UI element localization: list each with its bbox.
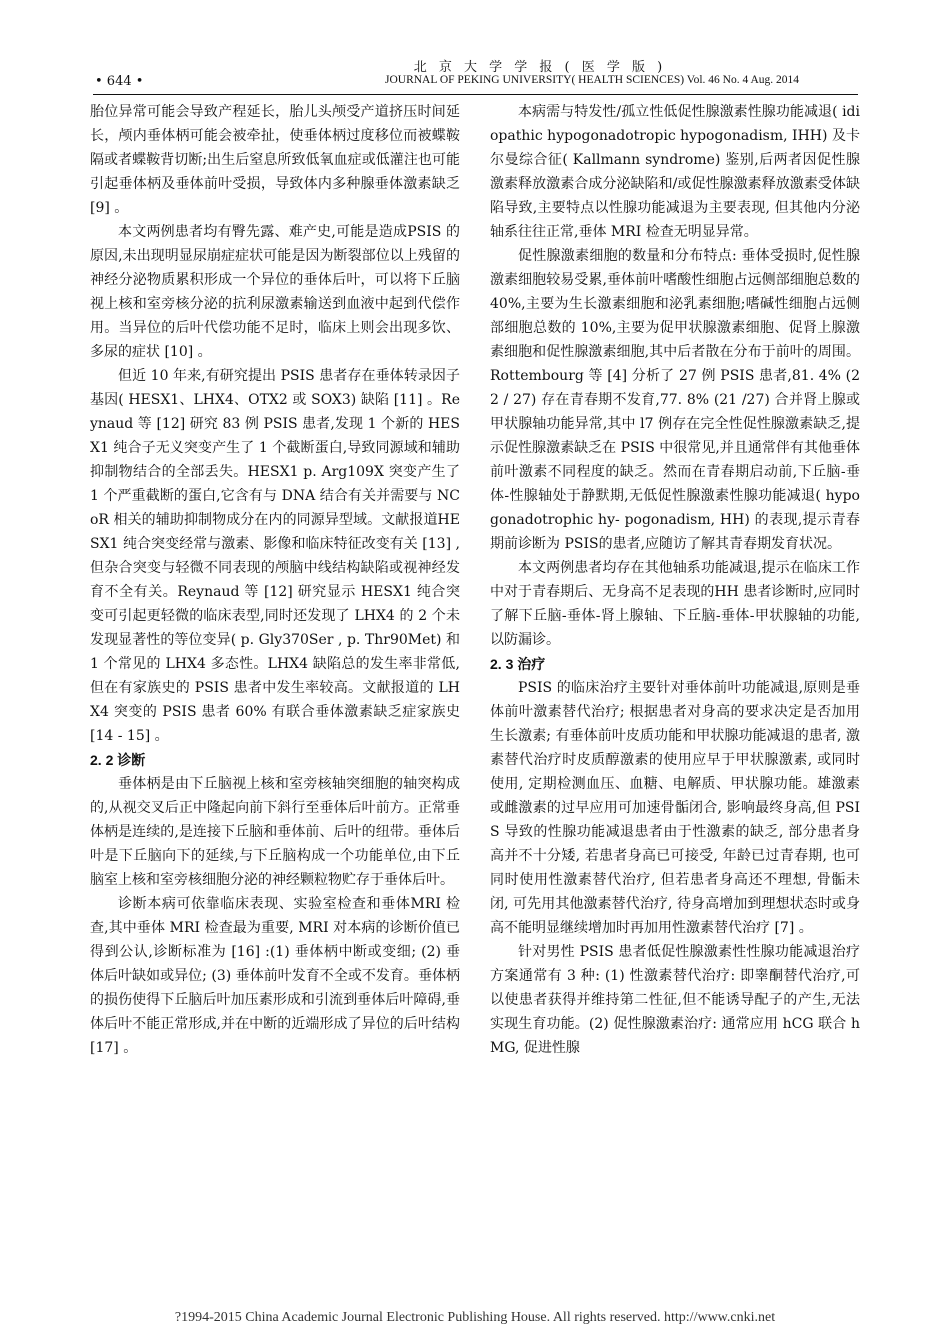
paragraph: 但近 10 年来,有研究提出 PSIS 患者存在垂体转录因子基因( HESX1、LHX4、OTX2 或 SOX3) 缺陷 [11] 。Reynaud 等 [12] 研究 83 例 PSIS 患者,发现 1 个新的 HESX1 纯合子无义突变产生了 1 个截断蛋白,导致同源域和辅助抑制物结合的全部丢失。HESX1 p. Arg109X 突变产生了 1 个严重截断的蛋白,它含有与 DNA 结合有关并需要与 NCoR 相关的辅助抑制物成分在内的同源异型域。文献报道HESX1 纯合突变经常与激素、影像和临床特征改变有关 [13] ,但杂合突变与轻微不同表现的颅脑中线结构缺陷或视神经发育不全有关。Reynaud 等 [12] 研究显示 HESX1 纯合突变可引起更轻微的临床表型,同时还发现了 LHX4 的 2 个未发现显著性的等位变异( p. Gly370Ser , p. Thr90Met) 和 1 个常见的 LHX4 多态性。LHX4 缺陷总的发生率非常低,但在有家族史的 PSIS 患者中发生率较高。文献报道的 LHX4 突变的 PSIS 患者 60% 有联合垂体激素缺乏症家族史 [14 - 15] 。 [90, 368, 460, 744]
copyright-footer: ?1994-2015 China Academic Journal Electronic Publishing House. All rights reserved. http://www.cnki.net [174, 1310, 776, 1325]
page-header [0, 0, 950, 100]
paragraph: 促性腺激素细胞的数量和分布特点: 垂体受损时,促性腺激素细胞较易受累,垂体前叶嗜酸性细胞占远侧部细胞总数的 40%,主要为生长激素细胞和泌乳素细胞;嗜碱性细胞占远侧部细胞总数的 10%,主要为促甲状腺激素细胞、促肾上腺激素细胞和促性腺激素细胞,其中后者散在分布于前叶的周围。Rottembourg 等 [4] 分析了 27 例 PSIS 患者,81. 4% (22 / 27) 存在青春期不发育,77. 8% (21 /27) 合并肾上腺或甲状腺轴功能异常,其中 l7 例存在完全性促性腺激素缺乏,提示促性腺激素缺乏在 PSIS 中很常见,并且通常伴有其他垂体前叶激素不同程度的缺乏。然而在青春期启动前,下丘脑-垂体-性腺轴处于静默期,无低促性腺激素性腺功能减退( hypogonadotrophic hy- pogonadism, HH) 的表现,提示青春期前诊断为 PSIS的患者,应随访了解其青春期发育状况。 [490, 248, 860, 552]
paragraph: 本病需与特发性/孤立性低促性腺激素性腺功能减退( idiopathic hypogonadotropic hypogonadism, IHH) 及卡尔曼综合征( Kallmann syndrome) 鉴别,后两者因促性腺激素释放激素合成分泌缺陷和/或促性腺激素释放激素受体缺陷导致,主要特点以性腺功能减退为主要表现, 但其他内分泌轴系往往正常,垂体 MRI 检查无明显异常。 [490, 104, 860, 240]
paragraph: 针对男性 PSIS 患者低促性腺激素性性腺功能减退治疗方案通常有 3 种: (1) 性激素替代治疗: 即睾酮替代治疗,可以使患者获得并维持第二性征,但不能诱导配子的产生,无法实现生育功能。(2) 促性腺激素治疗: 通常应用 hCG 联合 hMG, 促进性腺 [490, 944, 860, 1056]
journal-title-en: JOURNAL OF PEKING UNIVERSITY( HEALTH SCIENCES) Vol. 46 No. 4 Aug. 2014 [385, 74, 800, 86]
page-number: • 644 • [95, 74, 144, 89]
right-column [490, 100, 860, 1060]
paragraph: PSIS 的临床治疗主要针对垂体前叶功能减退,原则是垂体前叶激素替代治疗; 根据患者对身高的要求决定是否加用生长激素; 有垂体前叶皮质功能和甲状腺功能减退的患者, 激素替代治疗时皮质醇激素的使用应早于甲状腺激素, 或同时使用, 定期检测血压、血糖、电解质、甲状腺功能。雄激素或雌激素的过早应用可加速骨骺闭合, 影响最终身高,但 PSIS 导致的性腺功能减退患者由于性激素的缺乏, 部分患者身高并不十分矮, 若患者身高已可接受, 年龄已过青春期, 也可同时使用性激素替代治疗, 但若患者身高还不理想, 骨骺未闭, 可先用其他激素替代治疗, 待身高增加到理想状态时或身高不能明显继续增加时再加用性激素替代治疗 [7] 。 [490, 680, 860, 936]
journal-title-cn: 北 京 大 学 学 报 ( 医 学 版 ) [413, 60, 667, 75]
section-heading-treatment: 2. 3 治疗 [490, 656, 546, 672]
paragraph: 垂体柄是由下丘脑视上核和室旁核轴突细胞的轴突构成的,从视交叉后正中隆起向前下斜行至垂体后叶前方。正常垂体柄是连续的,是连接下丘脑和垂体前、后叶的纽带。垂体后叶是下丘脑向下的延续,与下丘脑构成一个功能单位,由下丘脑室上核和室旁核细胞分泌的神经颗粒物贮存于垂体后叶。 [90, 776, 460, 888]
paragraph: 诊断本病可依靠临床表现、实验室检查和垂体MRI 检查,其中垂体 MRI 检查最为重要, MRI 对本病的诊断价值已得到公认,诊断标准为 [16] :(1) 垂体柄中断或变细; (2) 垂体后叶缺如或异位; (3) 垂体前叶发育不全或不发育。垂体柄的损伤使得下丘脑后叶加压素形成和引流到垂体后叶障碍,垂体后叶不能正常形成,并在中断的近端形成了异位的后叶结构 [17] 。 [90, 896, 460, 1056]
section-heading-diagnosis: 2. 2 诊断 [90, 752, 146, 768]
paragraph: 本文两例患者均有臀先露、难产史,可能是造成PSIS 的原因,未出现明显尿崩症症状可能是因为断裂部位以上残留的神经分泌物质累积形成一个异位的垂体后叶，可以将下丘脑视上核和室旁核分泌的抗利尿激素输送到血液中起到代偿作用。当异位的后叶代偿功能不足时，临床上则会出现多饮、多尿的症状 [10] 。 [90, 224, 460, 360]
paragraph: 胎位异常可能会导致产程延长，胎儿头颅受产道挤压时间延长，颅内垂体柄可能会被牵扯，使垂体柄过度移位而被蝶鞍隔或者蝶鞍背切断;出生后窒息所致低氧血症或低灌注也可能引起垂体柄及垂体前叶受损，导致体内多种腺垂体激素缺乏 [9] 。 [90, 104, 460, 216]
left-column [90, 100, 460, 1060]
paragraph: 本文两例患者均存在其他轴系功能减退,提示在临床工作中对于青春期后、无身高不足表现的HH 患者诊断时,应同时了解下丘脑-垂体-肾上腺轴、下丘脑-垂体-甲状腺轴的功能,以防漏诊。 [490, 560, 860, 648]
header-rule [93, 94, 858, 95]
